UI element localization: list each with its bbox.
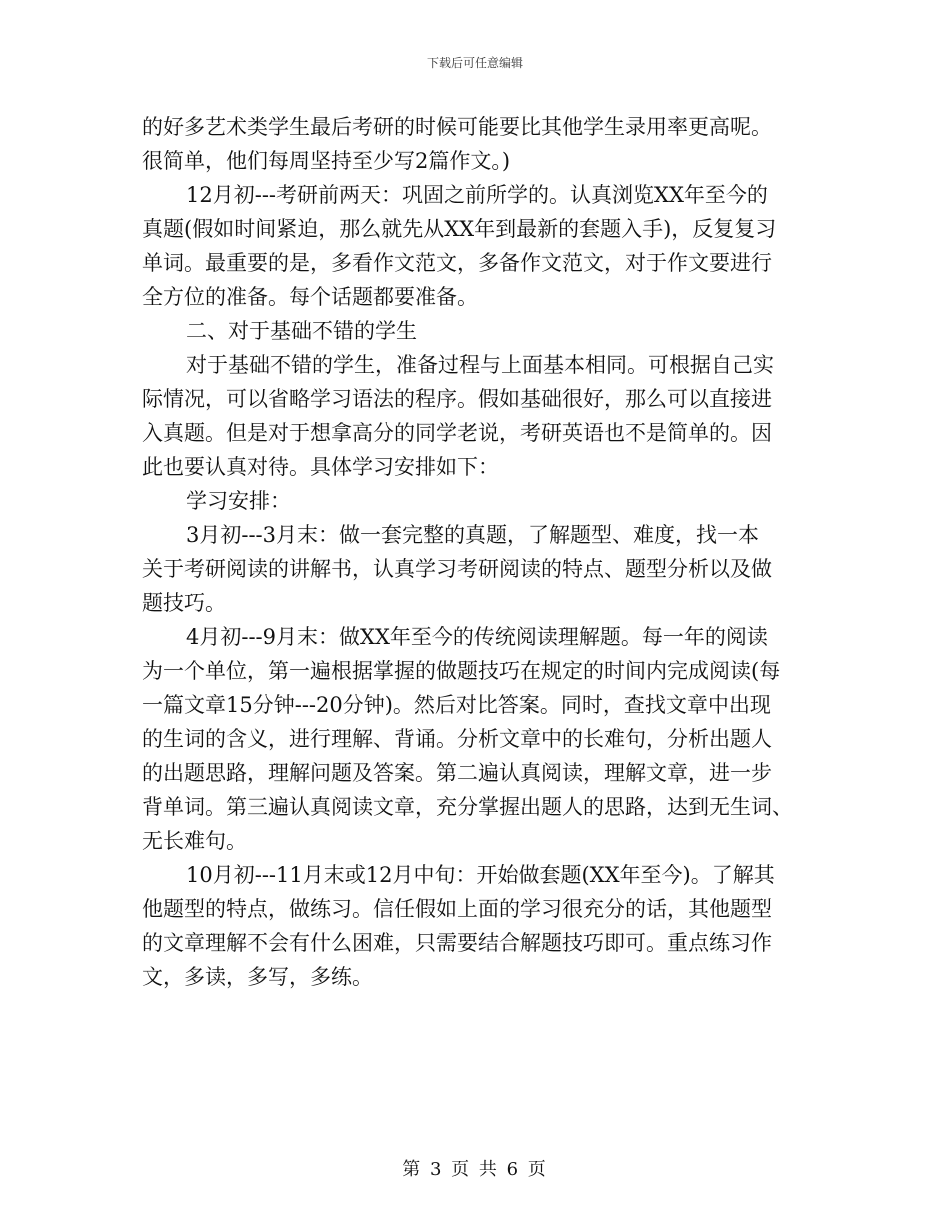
text-line: 很简单，他们每周坚持至少写2篇作文。) [142,149,511,173]
text-line: 他题型的特点，做练习。信任假如上面的学习很充分的话，其他题型 [142,897,772,921]
text-line: 3月初---3月末：做一套完整的真题，了解题型、难度，找一本 [186,523,760,547]
text-line: 背单词。第三遍认真阅读文章，充分掌握出题人的思路，达到无生词、 [142,795,793,819]
text-line: 12月初---考研前两天：巩固之前所学的。认真浏览XX年至今的 [186,183,768,207]
text-line: 文，多读，多写，多练。 [142,965,373,989]
text-line: 关于考研阅读的讲解书，认真学习考研阅读的特点、题型分析以及做 [142,557,772,581]
text-line: 的出题思路，理解问题及答案。第二遍认真阅读，理解文章，进一步 [142,761,772,785]
text-line: 的生词的含义，进行理解、背诵。分析文章中的长难句，分析出题人 [142,727,772,751]
text-line: 为一个单位，第一遍根据掌握的做题技巧在规定的时间内完成阅读(每 [142,659,781,683]
text-line: 学习安排： [186,489,291,513]
text-line: 全方位的准备。每个话题都要准备。 [142,285,478,309]
text-line: 4月初---9月末：做XX年至今的传统阅读理解题。每一年的阅读 [186,625,768,649]
text-line: 的文章理解不会有什么困难，只需要结合解题技巧即可。重点练习作 [142,931,772,955]
text-line: 际情况，可以省略学习语法的程序。假如基础很好，那么可以直接进 [142,387,772,411]
page-footer: 第 3 页 共 6 页 [402,1159,548,1180]
text-line: 二、对于基础不错的学生 [186,319,417,343]
text-line: 题技巧。 [142,591,226,615]
header-note: 下载后可任意编辑 [426,56,523,70]
text-line: 入真题。但是对于想拿高分的同学老说，考研英语也不是简单的。因 [142,421,772,445]
text-line: 真题(假如时间紧迫，那么就先从XX年到最新的套题入手)，反复复习 [142,217,777,241]
text-line: 的好多艺术类学生最后考研的时候可能要比其他学生录用率更高呢。 [142,115,772,139]
document-body [142,110,806,994]
text-line: 无长难句。 [142,829,247,853]
text-line: 对于基础不错的学生，准备过程与上面基本相同。可根据自己实 [186,353,774,377]
text-line: 此也要认真对待。具体学习安排如下： [142,455,499,479]
text-line: 10月初---11月末或12月中旬：开始做套题(XX年至今)。了解其 [186,863,775,887]
text-line: 一篇文章15分钟---20分钟)。然后对比答案。同时，查找文章中出现 [142,693,771,717]
text-line: 单词。最重要的是，多看作文范文，多备作文范文，对于作文要进行 [142,251,772,275]
